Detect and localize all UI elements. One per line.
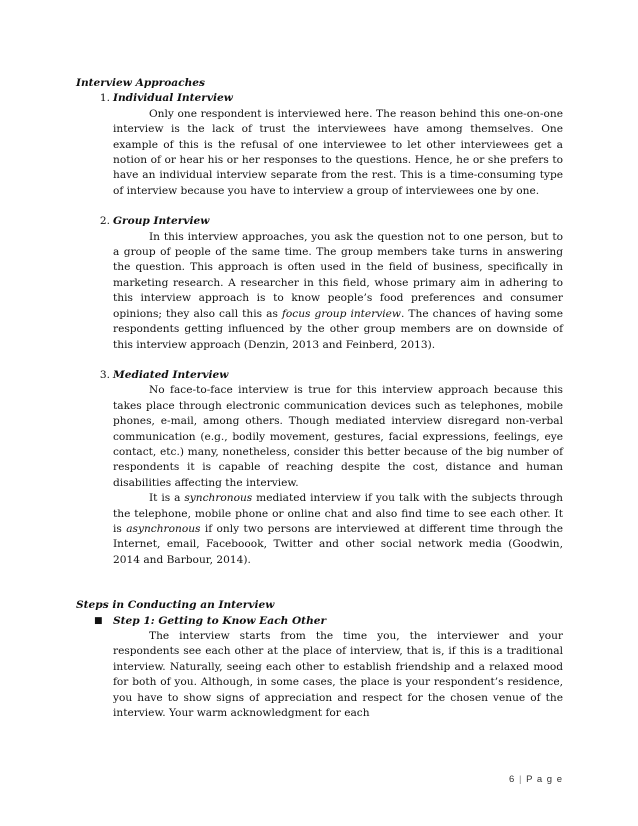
page-label: P a g e (526, 774, 563, 785)
text-run: In this interview approaches, you ask the question not to one person, but to a group of people of the same time. The group members take turns in answering the question. This approach is often used in the field of business, specifically in marketing research. A researcher in this field, whose primary aim in adhering to this interview approach is to know people’s food preferences and consumer opinions; they also call this as (113, 230, 563, 320)
italic-term: synchronous (184, 492, 253, 505)
section-heading-interview-approaches: Interview Approaches (76, 77, 206, 89)
page-footer (440, 774, 563, 785)
paragraph: Only one respondent is interviewed here. The reason behind this one-on-one interview is the lack of trust the interviewees have among themselves. One example of this is the refusal of one interviewee to let other interviewees get a notion of or hear his or her responses to the questions. Hence, he or she prefers to have an individual interview separate from the rest. This is a time-consuming type of interview because you have to interview a group of interviewees one by one. (113, 107, 563, 197)
text-run: mediated interview if you talk with the subjects through the telephone, mobile phone or online chat and also find time to see each other. It is (113, 492, 564, 535)
page-content (76, 76, 563, 721)
section-heading-steps: Steps in Conducting an Interview (76, 599, 275, 612)
square-bullet-icon: ■ (94, 615, 103, 626)
italic-term: asynchronous (126, 522, 201, 535)
list-item-body (113, 368, 563, 568)
list-item-body (113, 91, 563, 199)
list-item-body (113, 214, 563, 353)
paragraph (113, 230, 563, 353)
list-number: 2. (99, 215, 110, 228)
item-title: Group Interview (113, 215, 210, 228)
item-title: Mediated Interview (113, 368, 229, 381)
page-number: 6 (509, 774, 516, 785)
list-number: 1. (99, 92, 110, 105)
item-title: Individual Interview (113, 92, 233, 105)
paragraph: No face-to-face interview is true for this interview approach because this takes place through electronic communication devices such as telephones, mobile phones, e-mail, among others. Though mediated interview disregard non-verbal communication (e.g., bodily movement, gestures, facial expressions, feelings, eye contact, etc.) many, nonetheless, consider this better because of the big number of respondents it is capable of reaching despite the cost, distance and human disabilities affecting the interview. (113, 384, 563, 489)
item-title: Step 1: Getting to Know Each Other (113, 614, 327, 627)
list-item-body (113, 614, 563, 722)
footer-separator: | (518, 774, 523, 785)
list-item-mediated-interview (76, 368, 563, 568)
text-run: . The chances of having some respondents getting influenced by the other group members are on downside of this interview approach (Denzin, 2013 and Feinberd, 2013). (113, 307, 563, 351)
paragraph: The interview starts from the time you, the interviewer and your respondents see each other at the place of interview, that is, if this is a traditional interview. Naturally, seeing each other to establish friendship and a relaxed mood for both of you. Although, in some cases, the place is your respondent’s residence, you have to show signs of appreciation and respect for the chosen venue of the interview. Your warm acknowledgment for each (113, 630, 563, 720)
paragraph (113, 491, 563, 568)
list-item-group-interview (76, 214, 563, 353)
italic-term: focus group interview (281, 307, 401, 320)
text-run: if only two persons are interviewed at different time through the Internet, email, Faceboook, Twitter and other social network media (Goodwin, 2014 and Barbour, 2014). (113, 522, 563, 566)
text-run: It is a (149, 492, 185, 505)
list-number: 3. (99, 368, 110, 381)
list-item-individual-interview (76, 91, 563, 199)
list-item-step-1 (76, 614, 563, 722)
